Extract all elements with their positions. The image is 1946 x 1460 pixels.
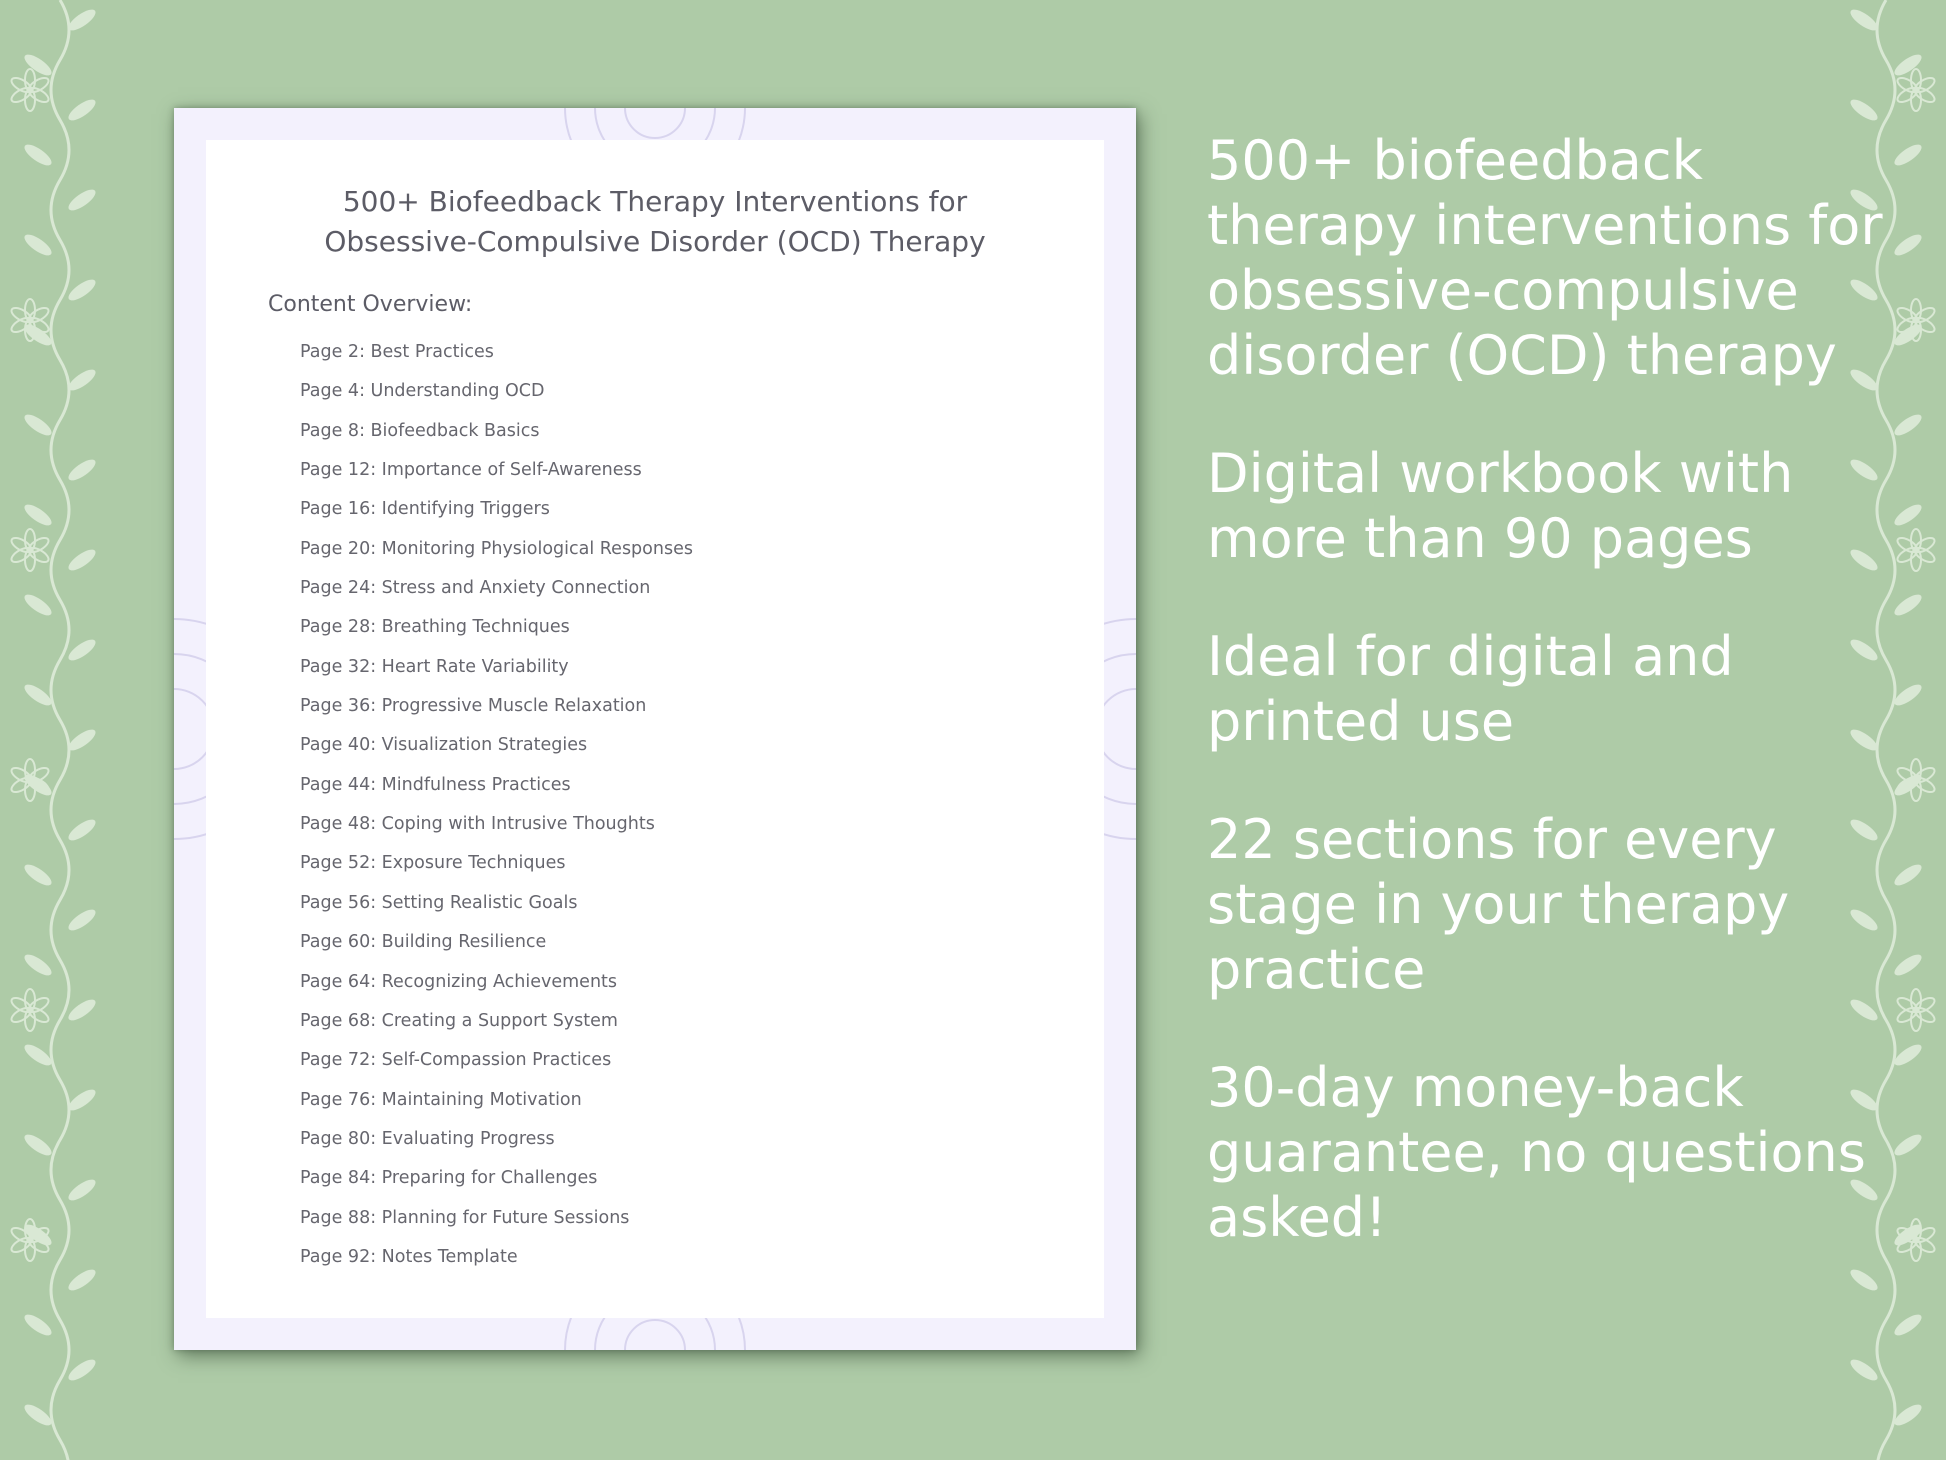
toc-item: Page 56: Setting Realistic Goals bbox=[300, 892, 578, 913]
toc-item: Page 2: Best Practices bbox=[300, 342, 494, 362]
document-page bbox=[206, 140, 1104, 1318]
toc-item: Page 44: Mindfulness Practices bbox=[300, 774, 571, 795]
floral-vine-icon bbox=[9, 0, 98, 1460]
toc-item: Page 92: Notes Template bbox=[300, 1246, 518, 1267]
feature-text: Digital workbook with more than 90 pages bbox=[1207, 442, 1794, 570]
toc-item: Page 88: Planning for Future Sessions bbox=[300, 1207, 630, 1228]
content-overview-label: Content Overview: bbox=[268, 292, 473, 317]
left-floral-border bbox=[0, 0, 140, 1460]
feature-text: 22 sections for every stage in your therapy practice bbox=[1207, 808, 1790, 1001]
toc-item: Page 8: Biofeedback Basics bbox=[300, 420, 540, 441]
toc-item: Page 12: Importance of Self-Awareness bbox=[300, 460, 642, 481]
document-title bbox=[206, 182, 1104, 262]
toc-item: Page 28: Breathing Techniques bbox=[300, 617, 570, 638]
document-title-line: Obsessive-Compulsive Disorder (OCD) Therapy bbox=[324, 225, 986, 258]
toc-item: Page 24: Stress and Anxiety Connection bbox=[300, 578, 651, 599]
toc-item: Page 76: Maintaining Motivation bbox=[300, 1089, 582, 1110]
feature-text: 30-day money-back guarantee, no questions asked! bbox=[1207, 1056, 1866, 1249]
toc-item: Page 4: Understanding OCD bbox=[300, 381, 545, 402]
toc-item: Page 20: Monitoring Physiological Responses bbox=[300, 538, 693, 559]
feature-text: 500+ biofeedback therapy interventions for obsessive-compulsive disorder (OCD) therapy bbox=[1207, 129, 1883, 387]
toc-item: Page 84: Preparing for Challenges bbox=[300, 1168, 598, 1189]
toc-item: Page 36: Progressive Muscle Relaxation bbox=[300, 696, 647, 717]
toc-item: Page 80: Evaluating Progress bbox=[300, 1128, 555, 1149]
document-title-line: 500+ Biofeedback Therapy Interventions for bbox=[342, 185, 968, 218]
document-preview bbox=[174, 108, 1136, 1350]
toc-item: Page 16: Identifying Triggers bbox=[300, 499, 550, 520]
feature-text: Ideal for digital and printed use bbox=[1207, 625, 1734, 753]
toc-item: Page 48: Coping with Intrusive Thoughts bbox=[300, 814, 655, 835]
toc-item: Page 64: Recognizing Achievements bbox=[300, 971, 618, 992]
toc-item: Page 72: Self-Compassion Practices bbox=[300, 1050, 612, 1071]
toc-item: Page 40: Visualization Strategies bbox=[300, 735, 588, 756]
toc-item: Page 60: Building Resilience bbox=[300, 932, 547, 953]
feature-list bbox=[1207, 128, 1927, 1303]
toc-item: Page 68: Creating a Support System bbox=[300, 1010, 618, 1031]
table-of-contents bbox=[300, 340, 693, 1284]
toc-item: Page 52: Exposure Techniques bbox=[300, 853, 566, 874]
toc-item: Page 32: Heart Rate Variability bbox=[300, 656, 569, 677]
